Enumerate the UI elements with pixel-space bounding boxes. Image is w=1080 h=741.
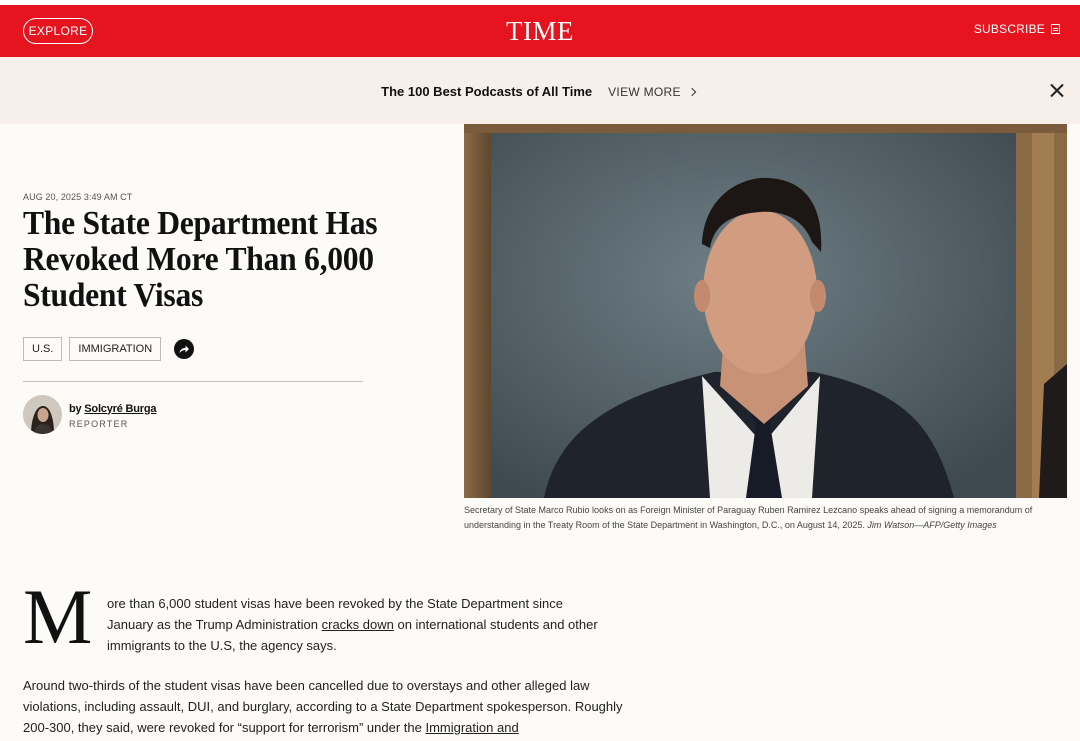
photo-caption — [464, 503, 1034, 533]
time-logo[interactable]: TIME — [506, 16, 574, 46]
article-dateline: AUG 20, 2025 3:49 AM CT — [23, 192, 133, 202]
cracks-down-link[interactable]: cracks down — [321, 617, 394, 632]
close-icon[interactable] — [1050, 83, 1064, 97]
explore-button[interactable]: EXPLORE — [23, 18, 93, 44]
caption-text: Secretary of State Marco Rubio looks on as Foreign Minister of Paraguay Ruben Ramirez Lezcano speaks ahead of signing a memorandum of understanding in the Treaty Room of the State Department in Washington, D.C., on August 14, 2025. — [464, 505, 1033, 530]
para1-text-b: on international students and other immigrants to the U.S, the agency says. — [107, 617, 598, 653]
byline-by: by — [69, 402, 82, 415]
chevron-right-icon — [688, 87, 696, 95]
author-byline — [69, 403, 156, 415]
promo-banner — [0, 57, 1080, 124]
promo-title[interactable]: The 100 Best Podcasts of All Time — [381, 84, 593, 99]
tag-us[interactable]: U.S. — [23, 337, 62, 361]
subscribe-link[interactable] — [974, 22, 1060, 36]
view-more-link[interactable] — [608, 85, 695, 99]
author-role: REPORTER — [69, 418, 129, 429]
byline-divider — [23, 381, 363, 382]
article-paragraph-1 — [107, 593, 607, 656]
author-block — [23, 395, 156, 434]
article-photo — [464, 124, 1067, 498]
article-paragraph-2 — [23, 675, 633, 738]
author-name-link[interactable]: Solcyré Burga — [84, 402, 157, 415]
tag-immigration[interactable]: IMMIGRATION — [69, 337, 161, 361]
immigration-act-link[interactable]: Immigration and — [425, 720, 519, 735]
view-more-label: VIEW MORE — [608, 84, 681, 99]
photo-credit: Jim Watson—AFP/Getty Images — [867, 520, 997, 530]
article-tags — [23, 337, 194, 361]
para1-text-a: ore than 6,000 student visas have been revoked by the State Department since January as the Trump Administration — [107, 596, 564, 632]
article-headline: The State Department Has Revoked More Than 6,000 Student Visas — [23, 205, 378, 314]
subscribe-label: SUBSCRIBE — [973, 22, 1045, 36]
site-header — [0, 5, 1080, 57]
drop-cap: M — [23, 573, 93, 660]
para2-text-a: Around two-thirds of the student visas have been cancelled due to overstays and other alleged law violations, including assault, DUI, and burglary, according to a State Department spokesperson. Roughly 200-300, they said, were revoked for “support for terrorism” under the — [23, 678, 623, 735]
author-avatar[interactable] — [23, 395, 62, 434]
magazine-icon — [1051, 24, 1060, 34]
share-icon[interactable] — [174, 339, 194, 359]
